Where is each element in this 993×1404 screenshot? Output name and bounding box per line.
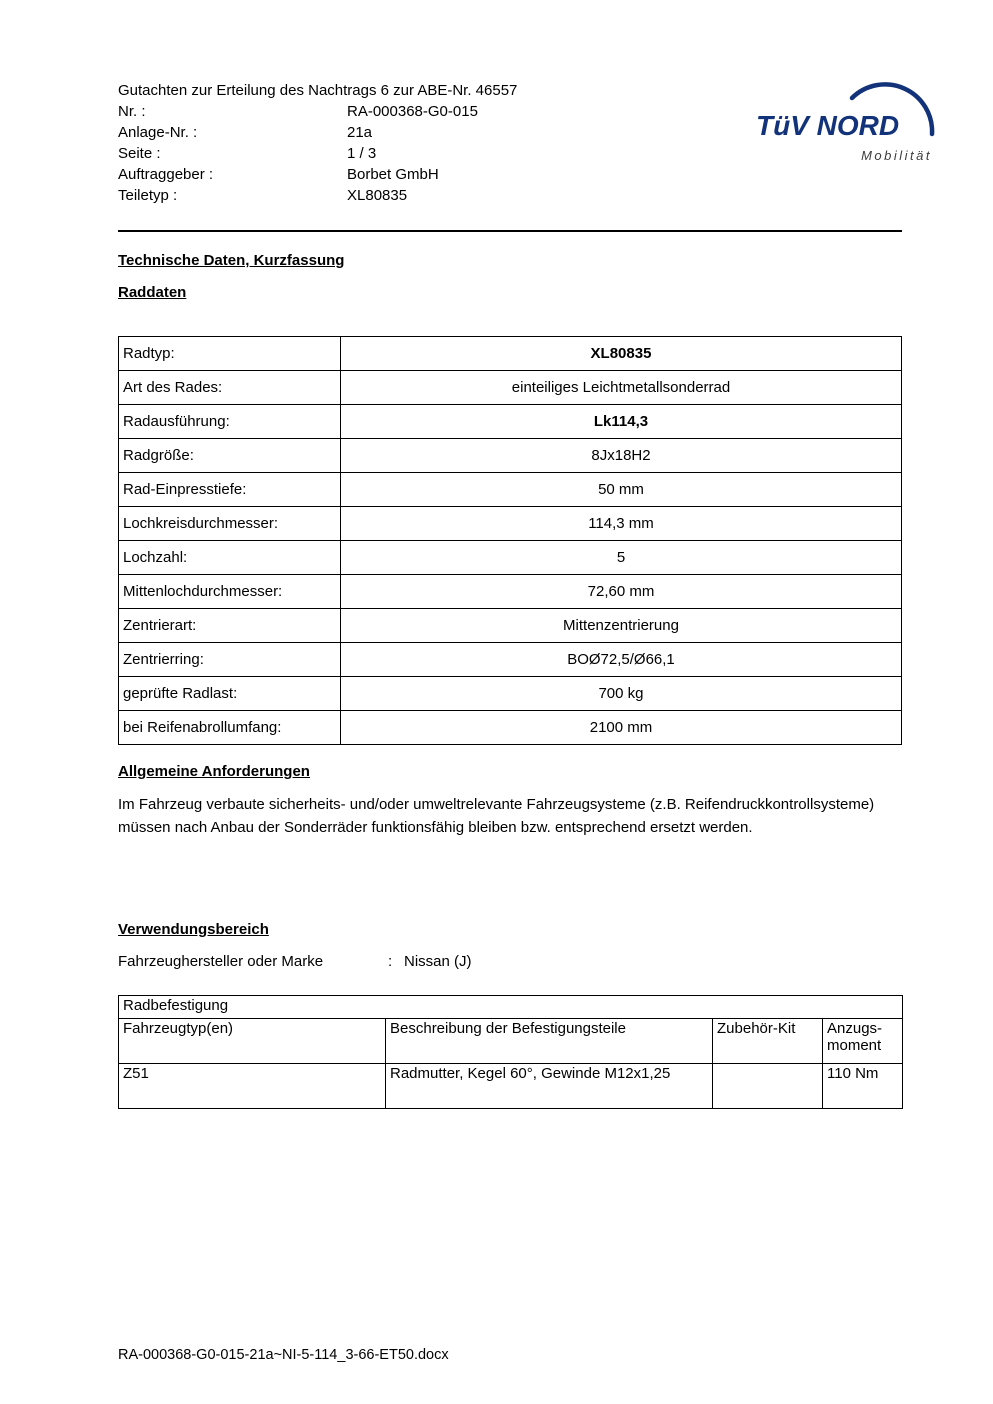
row-label: geprüfte Radlast: (119, 677, 341, 711)
row-label: Rad-Einpresstiefe: (119, 473, 341, 507)
table-row (119, 405, 902, 439)
row-label: Radausführung: (119, 405, 341, 439)
tuv-nord-logo (756, 52, 942, 170)
row-label: Radtyp: (119, 337, 341, 371)
document-title: Gutachten zur Erteilung des Nachtrags 6 zur ABE-Nr. 46557 (118, 82, 518, 99)
section-heading-verwendungsbereich: Verwendungsbereich (118, 921, 269, 938)
fahrzeughersteller-label: Fahrzeughersteller oder Marke (118, 953, 324, 970)
table-row (119, 507, 902, 541)
header-field-seite (118, 143, 517, 164)
row-value: Lk114,3 (341, 405, 902, 439)
field-value: 21a (347, 124, 373, 141)
row-value: 5 (341, 541, 902, 575)
field-value: 1 / 3 (347, 145, 377, 162)
fahrzeughersteller-line (118, 953, 472, 970)
footer-filename: RA-000368-G0-015-21a~NI-5-114_3-66-ET50.docx (118, 1347, 449, 1363)
table-row (119, 1064, 903, 1109)
cell-beschreibung: Radmutter, Kegel 60°, Gewinde M12x1,25 (386, 1064, 713, 1109)
row-value: Mittenzentrierung (341, 609, 902, 643)
field-label: Anlage-Nr. : (118, 124, 198, 141)
field-value: XL80835 (347, 187, 408, 204)
field-label: Nr. : (118, 103, 146, 120)
logo-brand-text: TüV NORD (756, 110, 900, 141)
table-row (119, 439, 902, 473)
cell-anzugsmoment: 110 Nm (823, 1064, 903, 1109)
field-label: Seite : (118, 145, 161, 162)
raddaten-table (118, 336, 902, 745)
section-heading-technische-daten: Technische Daten, Kurzfassung (118, 252, 345, 269)
row-value: 700 kg (341, 677, 902, 711)
table-row (119, 371, 902, 405)
table-caption-row (119, 996, 903, 1019)
table-row (119, 337, 902, 371)
column-header: Anzugs-moment (823, 1019, 903, 1064)
table-caption: Radbefestigung (119, 996, 903, 1019)
row-value: einteiliges Leichtmetallsonderrad (341, 371, 902, 405)
row-label: Zentrierring: (119, 643, 341, 677)
field-label: Auftraggeber : (118, 166, 214, 183)
radbefestigung-table (118, 995, 903, 1109)
header-field-anlage (118, 122, 517, 143)
row-value: 2100 mm (341, 711, 902, 745)
table-row (119, 609, 902, 643)
row-label: Lochzahl: (119, 541, 341, 575)
table-row (119, 643, 902, 677)
table-row (119, 575, 902, 609)
header-field-teiletyp (118, 185, 517, 206)
table-row (119, 473, 902, 507)
table-row (119, 711, 902, 745)
cell-fahrzeugtyp: Z51 (119, 1064, 386, 1109)
row-label: Zentrierart: (119, 609, 341, 643)
column-header: Beschreibung der Befestigungsteile (386, 1019, 713, 1064)
row-label: Radgröße: (119, 439, 341, 473)
column-header: Zubehör-Kit (713, 1019, 823, 1064)
header-divider (118, 230, 902, 232)
table-header-row (119, 1019, 903, 1064)
allgemeine-anforderungen-text: Im Fahrzeug verbaute sicherheits- und/oder umweltrelevante Fahrzeugsysteme (z.B. Reifendruckkontrollsysteme) müssen nach Anbau der Sonderräder funktionsfähig bleiben bzw. entsprechend ersetzt werden. (118, 796, 875, 836)
row-label: Mittenlochdurchmesser: (119, 575, 341, 609)
section-heading-allgemeine-anforderungen: Allgemeine Anforderungen (118, 763, 310, 780)
field-value: Borbet GmbH (347, 166, 439, 183)
header-field-auftraggeber (118, 164, 517, 185)
header-field-nr (118, 101, 517, 122)
table-row (119, 677, 902, 711)
document-header (118, 80, 517, 206)
fahrzeughersteller-colon: : (388, 953, 393, 970)
table-row (119, 541, 902, 575)
cell-zubehoer (713, 1064, 823, 1109)
row-label: Lochkreisdurchmesser: (119, 507, 341, 541)
row-value: XL80835 (341, 337, 902, 371)
row-value: 114,3 mm (341, 507, 902, 541)
row-value: 8Jx18H2 (341, 439, 902, 473)
row-label: bei Reifenabrollumfang: (119, 711, 341, 745)
row-value: 50 mm (341, 473, 902, 507)
row-label: Art des Rades: (119, 371, 341, 405)
row-value: 72,60 mm (341, 575, 902, 609)
field-value: RA-000368-G0-015 (347, 103, 478, 120)
fahrzeughersteller-value: Nissan (J) (404, 953, 472, 970)
row-value: BOØ72,5/Ø66,1 (341, 643, 902, 677)
logo-subtitle-text: Mobilität (861, 148, 932, 163)
field-label: Teiletyp : (118, 187, 178, 204)
section-heading-raddaten: Raddaten (118, 284, 187, 301)
column-header: Fahrzeugtyp(en) (119, 1019, 386, 1064)
